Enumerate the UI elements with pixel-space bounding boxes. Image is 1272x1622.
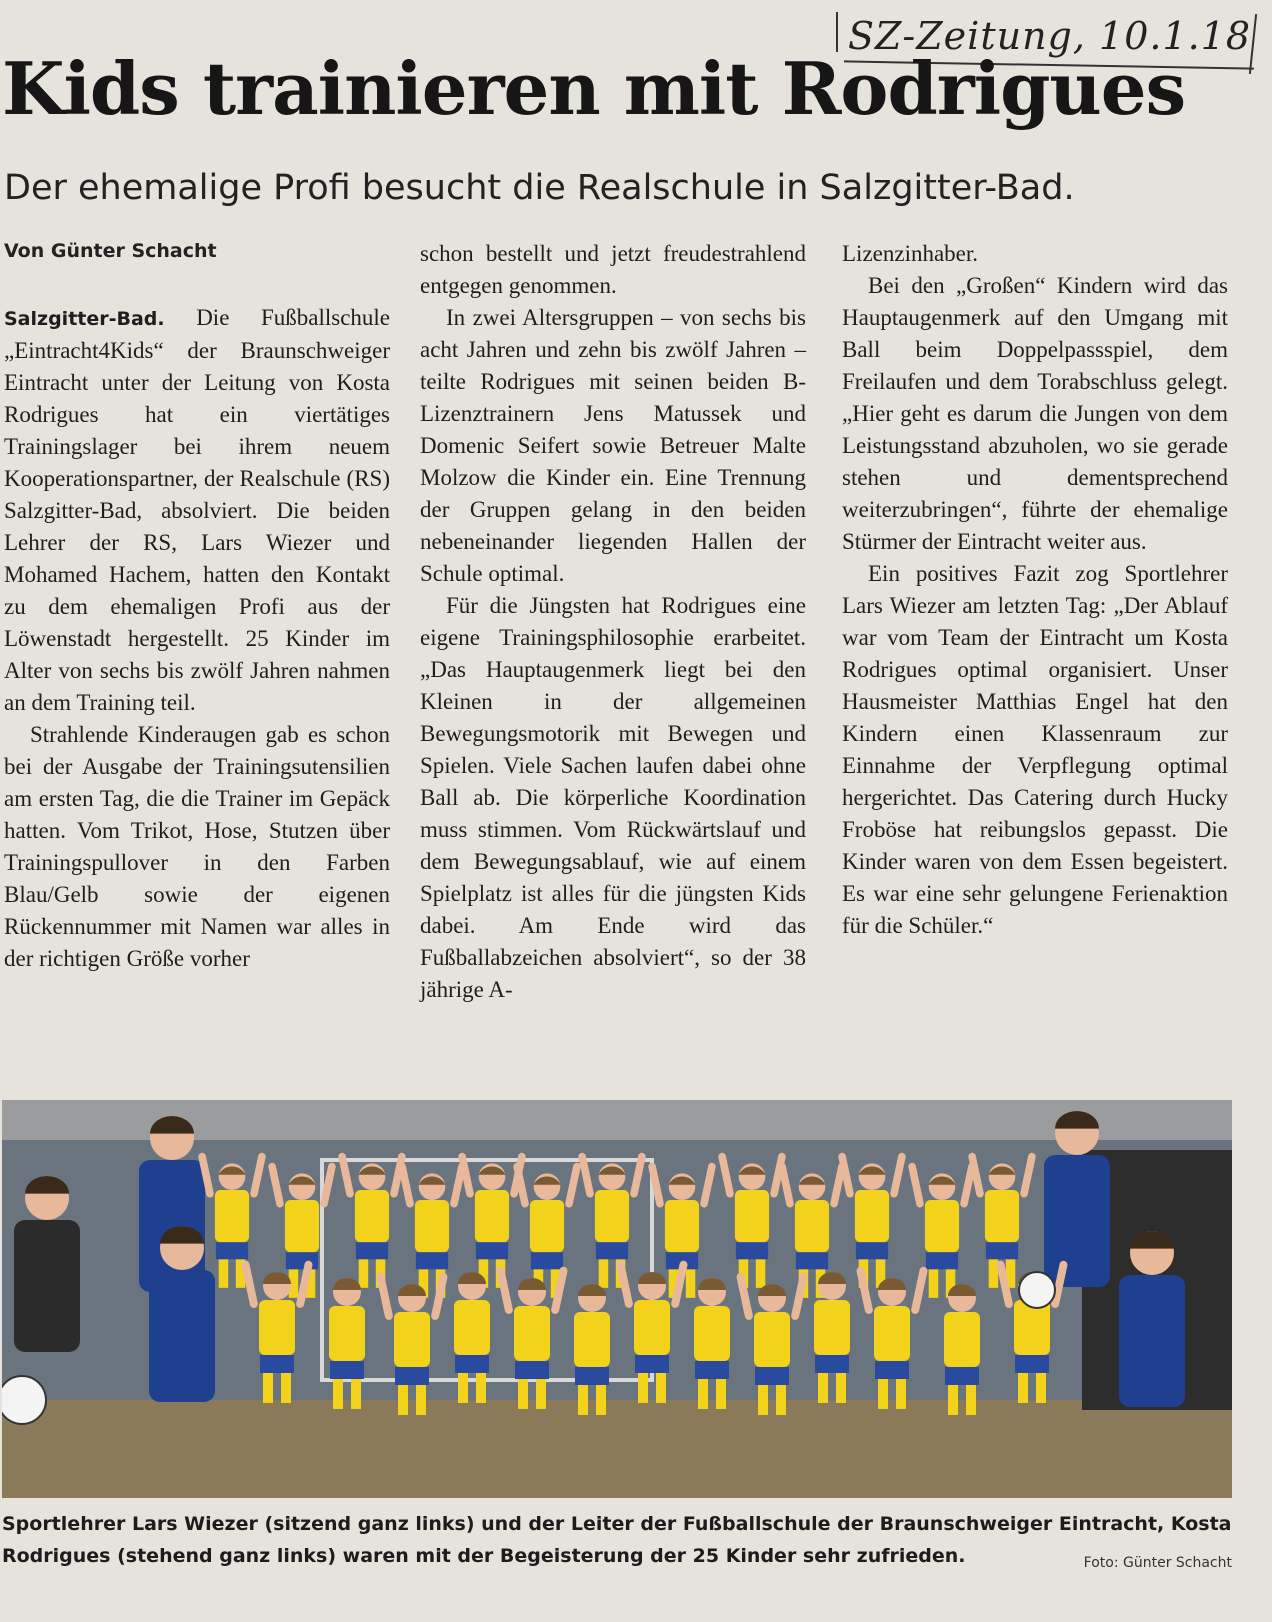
column-1-text-1: Die Fußballschule „Eintracht4Kids“ der Braunschweiger Eintracht unter der Leitung von Kosta Rodrigues hat ein viertätiges Trainingslager bei ihrem neuem Kooperationspartner, der Realschule (RS) Salzgitter-Bad, absolviert. Die beiden Lehrer der RS, Lars Wiezer und Mohamed Hachem, hatten den Kontakt zu dem ehemaligen Profi aus der Löwenstadt hergestellt. 25 Kinder im Alter von sechs bis zwölf Jahren nahmen an dem Training teil. — [4, 305, 390, 715]
team-group-photo — [2, 1100, 1232, 1498]
article-headline: Kids trainieren mit Rodrigues — [2, 46, 1186, 131]
gym-floor — [2, 1400, 1232, 1498]
column-2-paragraph-1: schon bestellt und jetzt freudestrahlend entgegen genommen. — [420, 241, 806, 298]
article-column-1 — [4, 302, 390, 975]
column-2-paragraph-2: In zwei Altersgruppen – von sechs bis acht Jahren und zehn bis zwölf Jahren – teilte Rodrigues mit seinen beiden B-Lizenztrainern Jens Matussek und Domenic Seifert sowie Betreuer Malte Molzow die Kinder ein. Eine Trennung der Gruppen gelang in den beiden nebeneinander liegenden Hallen der Schule optimal. — [420, 305, 806, 586]
photo-credit: Foto: Günter Schacht — [1083, 1555, 1232, 1571]
column-1-paragraph-1 — [4, 302, 390, 719]
clipping-note-text: SZ-Zeitung, 10.1.18 — [848, 14, 1252, 58]
article-byline: Von Günter Schacht — [4, 240, 217, 262]
article-dateline: Salzgitter-Bad. — [4, 308, 165, 330]
football-right — [1019, 1272, 1055, 1308]
column-3-paragraph-3: Ein positives Fazit zog Sportlehrer Lars Wiezer am letzten Tag: „Der Ablauf war vom Team der Eintracht um Kosta Rodrigues optimal organisiert. Unser Hausmeister Matthias Engel hat den Kindern einen Klassenraum zur Einnahme der Verpflegung optimal hergerichtet. Das Catering durch Hucky Froböse hat reibungslos gepasst. Die Kinder waren von dem Essen begeistert. Es war eine sehr gelungene Ferienaktion für die Schüler.“ — [842, 561, 1228, 938]
article-column-3 — [842, 238, 1228, 942]
column-1-paragraph-2: Strahlende Kinderaugen gab es schon bei der Ausgabe der Trainingsutensilien am ersten Tag, die die Trainer im Gepäck hatten. Vom Trikot, Hose, Stutzen über Trainingspullover in den Farben Blau/Gelb sowie der eigenen Rückennummer mit Namen war alles in der richtigen Größe vorher — [4, 722, 390, 971]
article-column-2 — [420, 238, 806, 1006]
football-left — [2, 1376, 46, 1424]
column-2-paragraph-3: Für die Jüngsten hat Rodrigues eine eigene Trainingsphilosophie erarbeitet. „Das Hauptaugenmerk liegt bei den Kleinen in der allgemeinen Bewegungsmotorik mit Bewegen und Spielen. Viele Sachen laufen dabei ohne Ball ab. Die körperliche Koordination muss stimmen. Vom Rückwärtslauf und dem Bewegungsablauf, wie auf einem Spielplatz ist alles für die jüngsten Kids dabei. Am Ende wird das Fußballabzeichen absolviert“, so der 38 jährige A- — [420, 593, 806, 1002]
group-photo-illustration — [2, 1100, 1232, 1498]
article-subheadline: Der ehemalige Profi besucht die Realschule in Salzgitter-Bad. — [4, 168, 1075, 208]
column-3-paragraph-2: Bei den „Großen“ Kindern wird das Hauptaugenmerk auf den Umgang mit Ball beim Doppelpassspiel, dem Freilaufen und dem Torabschluss gelegt. „Hier geht es darum die Jungen von dem Leistungsstand abzuholen, wo sie gerade stehen und dementsprechend weiterzubringen“, führte der ehemalige Stürmer der Eintracht weiter aus. — [842, 273, 1228, 554]
column-3-paragraph-1: Lizenzinhaber. — [842, 241, 979, 266]
photo-caption: Sportlehrer Lars Wiezer (sitzend ganz links) und der Leiter der Fußballschule der Braunschweiger Eintracht, Kosta Rodrigues (stehend ganz links) waren mit der Begeisterung der 25 Kinder sehr zufrieden. — [2, 1513, 1232, 1567]
